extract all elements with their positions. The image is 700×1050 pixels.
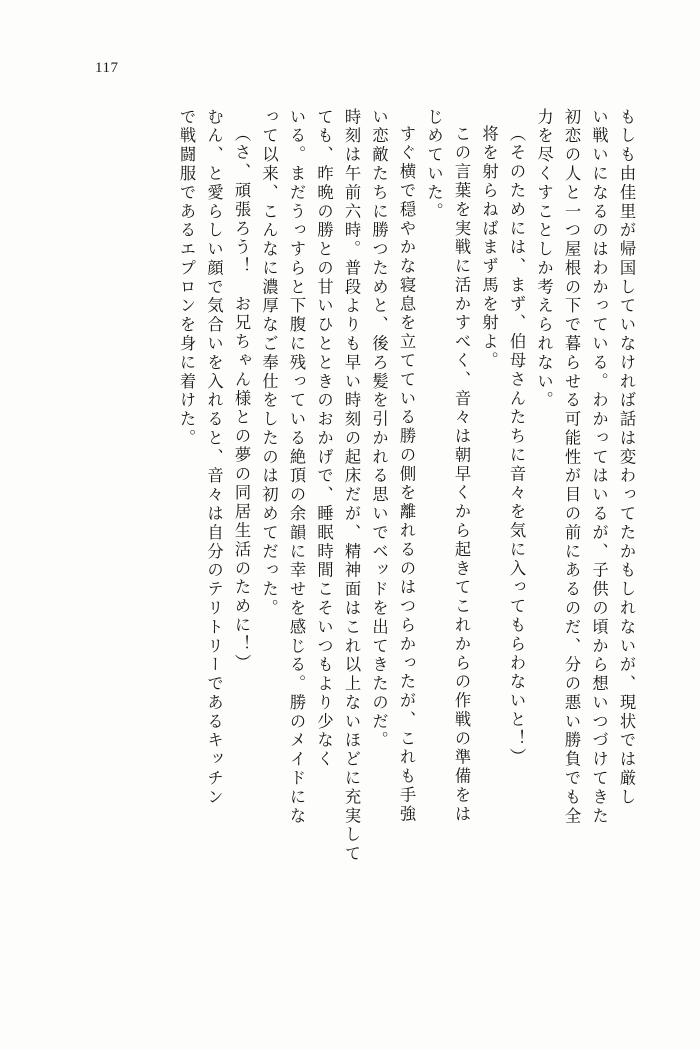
text-column: で戦闘服であるエプロンを身に着けた。	[177, 108, 196, 449]
vertical-text-body	[66, 108, 634, 988]
text-column: い恋敵たちに勝つためと、後ろ髪を引かれる思いでベッドを出てきたのだ。	[369, 108, 389, 751]
text-column: もしも由佳里が帰国していなければ話は変わってたかもしれないが、現状では厳し	[617, 108, 636, 807]
text-column: （そのためには、まず、伯母さんたちに音々を気に入ってもらわないと！）	[507, 125, 526, 768]
page-number: 117	[95, 60, 119, 76]
text-column: （さ、頑張ろう！ お兄ちゃん様との夢の同居生活のために！）	[232, 125, 251, 673]
text-column: いる。まだうっすらと下腹に残っている絶頂の余韻に幸せを感じる。勝のメイドにな	[287, 108, 306, 826]
text-column: 時刻は午前六時。普段よりも早い時刻の起床だが、精神面はこれ以上ないほどに充実して	[342, 108, 361, 864]
text-column: この言葉を実戦に活かすべく、音々は朝早くから起きてこれからの作戦の準備をは	[452, 125, 471, 824]
text-column: って以来、こんなに濃厚なご奉仕をしたのは初めてだった。	[259, 108, 279, 619]
text-column: 将を射らねばまず馬を射よ。	[479, 125, 499, 371]
text-column: むん、と愛らしい顔で気合いを入れると、音々は自分のテリトリーであるキッチン	[204, 108, 224, 807]
text-column: ても、昨晩の勝との甘いひとときのおかげで、睡眠時間こそいつもより少なく	[314, 108, 334, 770]
text-column: 初恋の人と一つ屋根の下で暮らせる可能性が目の前にあるのだ、分の悪い勝負でも全	[562, 108, 581, 826]
text-column: 力を尽くすことしか考えられない。	[534, 108, 554, 411]
text-column: じめていた。	[424, 108, 444, 222]
text-column: すぐ横で穏やかな寝息を立てている勝の側を離れるのはつらかったが、これも手強	[397, 125, 416, 824]
text-column: い戦いになるのはわかっている。わかってはいるが、子供の頃から想いつづけてきた	[589, 108, 609, 826]
